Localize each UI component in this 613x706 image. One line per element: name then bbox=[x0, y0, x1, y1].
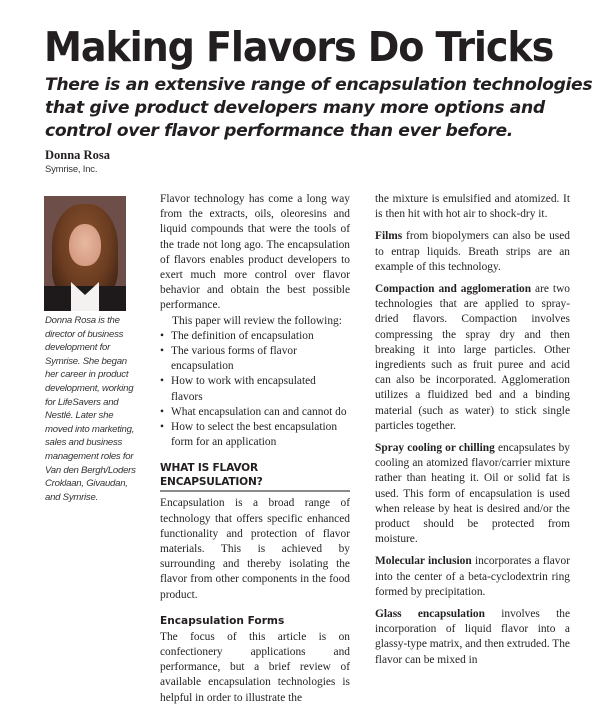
body-column-1 bbox=[160, 192, 350, 706]
list-item: • What encapsulation can and cannot do bbox=[160, 405, 350, 420]
term-compaction: Compaction and agglomeration bbox=[375, 283, 532, 296]
forms-intro-paragraph: The focus of this article is on confectionery applications and performance, but a brief review of available encapsulation technologies is helpful in order to illustrate the bbox=[160, 630, 350, 704]
author-affiliation: Symrise, Inc. bbox=[45, 164, 98, 175]
article-deck: There is an extensive range of encapsulation technologies that give product developers many more options and control over flavor performance than ever before. bbox=[45, 75, 593, 141]
bullet-icon: • bbox=[160, 405, 164, 418]
compaction-paragraph: Compaction and agglomeration are two technologies that are applied to spray-dried flavors. Compaction involves compressing the spray dry and then breaking it into large particles. Other ingredients such as fruit puree and acid can also be incorporated. Agglomeration utilizes a fluidized bed and a binding material (such as water) to stick single particles together. bbox=[375, 283, 570, 432]
term-spray-cooling: Spray cooling or chilling bbox=[375, 442, 495, 455]
films-paragraph: Films from biopolymers can also be used to entrap liquids. Breath strips are an example of this technology. bbox=[375, 230, 570, 273]
review-lead: This paper will review the following: bbox=[172, 314, 342, 327]
article-title: Making Flavors Do Tricks bbox=[44, 23, 554, 71]
term-films: Films bbox=[375, 230, 403, 243]
term-glass-encapsulation: Glass encapsulation bbox=[375, 608, 485, 621]
photo-face bbox=[69, 224, 101, 266]
list-item: • The various forms of flavor encapsulation bbox=[160, 345, 297, 373]
author-bio-caption: Donna Rosa is the director of business development for Symrise. She began her career in product development, working for LifeSavers and Nestlé. Later she moved into marketing, sales and business management roles for Van den Bergh/Loders Croklaan, Givaudan, and Symrise. bbox=[45, 315, 136, 503]
bullet-icon: • bbox=[160, 375, 164, 388]
list-item: • The definition of encapsulation bbox=[160, 329, 350, 344]
bullet-icon: • bbox=[160, 329, 164, 342]
list-item: • How to work with encapsulated flavors bbox=[160, 375, 316, 403]
subsection-heading: Encapsulation Forms bbox=[160, 614, 285, 627]
author-name: Donna Rosa bbox=[45, 148, 110, 162]
section-heading: WHAT IS FLAVOR ENCAPSULATION? bbox=[160, 461, 350, 492]
definition-paragraph: Encapsulation is a broad range of technology that offers specific enhanced functionality and protection of flavor materials. This is achieved by surrounding and thereby isolating the flavor from other components in the food product. bbox=[160, 497, 350, 601]
list-item: • How to select the best encapsulation form for an application bbox=[160, 421, 338, 449]
bullet-icon: • bbox=[160, 421, 164, 434]
glass-encapsulation-paragraph: Glass encapsulation involves the incorporation of liquid flavor into a glassy-type matrix, and then extruded. The flavor can be mixed in bbox=[375, 608, 570, 666]
spray-drying-continuation: the mixture is emulsified and atomized. It is then hit with hot air to shock-dry it. bbox=[375, 193, 570, 221]
intro-paragraph: Flavor technology has come a long way from the extracts, oils, oleoresins and liquid compounds that were the tools of the trade not long ago. The encapsulation of flavors enables product developers to exert much more control over flavor behavior and obtain the best possible performance. bbox=[160, 193, 350, 312]
review-list bbox=[160, 329, 350, 451]
molecular-inclusion-paragraph: Molecular inclusion incorporates a flavor into the center of a beta-cyclodextrin ring formed by precipitation. bbox=[375, 555, 570, 598]
body-column-2 bbox=[375, 192, 570, 668]
term-molecular-inclusion: Molecular inclusion bbox=[375, 555, 472, 568]
spray-cooling-paragraph: Spray cooling or chilling encapsulates by cooling an atomized flavor/carrier mixture rather than heating it. Oil or solid fat is used. This form of encapsulation is used when release by heat is desired and/or the product should be protected from moisture. bbox=[375, 442, 570, 546]
bullet-icon: • bbox=[160, 345, 164, 358]
author-photo bbox=[44, 196, 126, 311]
